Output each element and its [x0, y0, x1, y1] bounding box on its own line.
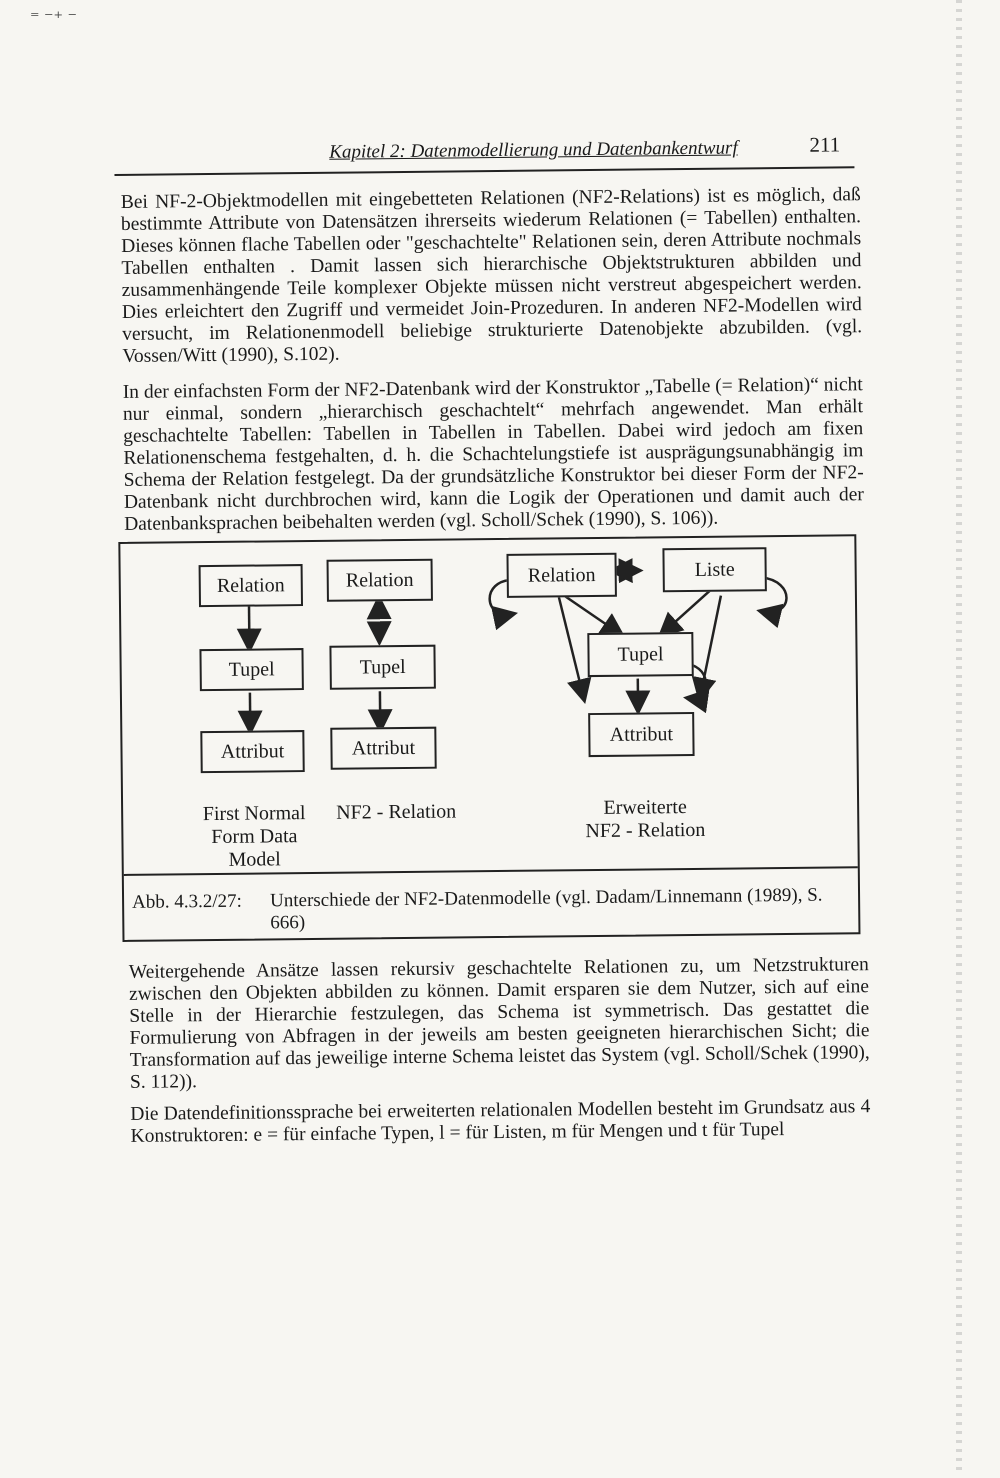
m3-attribut-box: Attribut — [588, 712, 694, 757]
m3-label-line-2: NF2 - Relation — [555, 819, 735, 844]
m2-tupel-box: Tupel — [329, 645, 435, 690]
m1-label-line-1: First Normal — [189, 802, 319, 826]
paragraph-3: Weitergehende Ansätze lassen rekursiv geschachtelte Relationen zu, um Netzstrukturen zwischen den Objekten abbilden zu können. Damit ersparen sie dem Nutzer, sich auf eine Stelle in der Hierarchie festzulegen, das Schema ist symmetrisch. Das gestattet die Formulierung von Abfragen in der jeweils am besten geeigneten hierarchischen Sicht; die Transformation auf das jeweilige interne Schema leistet das System (vgl. Scholl/Schek (1990), S. 112)). — [129, 954, 870, 1094]
paragraph-4: Die Datendefinitionssprache bei erweiterten relationalen Modellen besteht im Grundsatz aus 4 Konstruktoren: e = für einfache Typen, l = für Listen, m für Mengen und t für Tupel — [130, 1096, 870, 1148]
scan-marks: ⁼ ⁻⁺ ⁻ — [30, 8, 77, 29]
m2-attribut-box: Attribut — [330, 727, 436, 770]
m2-label — [321, 800, 471, 825]
figure-caption — [124, 866, 859, 942]
paragraph-2: In der einfachsten Form der NF2-Datenbank wird der Konstruktor „Tabelle (= Relation)“ nicht nur einmal, sondern „hierarchisch geschachtelt“ mehrfach angewendet. Man erhält geschachtelte Tabellen: Tabellen in Tabellen in Tabellen. Dabei wird jedoch am fixen Relationenschema festgehalten, d. h. die Schachtelungstiefe ist ausprägungsunabhängig im Schema der Relation festgelegt. Da der grundsätzliche Konstruktor bei dieser Form der NF2-Datenbank nicht durchbrochen wird, kann die Logik der Operationen und damit auch der Datenbanksprachen beibehalten werden (vgl. Scholl/Schek (1990), S. 106)). — [123, 374, 865, 536]
page-number: 211 — [809, 132, 840, 157]
caption-text: Unterschiede der NF2-Datenmodelle (vgl. Dadam/Linnemann (1989), S. 666) — [270, 884, 850, 934]
m1-label-line-2: Form Data — [189, 825, 319, 849]
m1-relation-box: Relation — [199, 564, 303, 607]
m1-label — [189, 802, 320, 872]
m1-label-line-3: Model — [190, 848, 320, 872]
page-header — [114, 130, 854, 176]
chapter-title: Kapitel 2: Datenmodellierung und Datenbankentwurf — [329, 137, 738, 163]
m3-arrow-liste-tupel — [661, 590, 711, 635]
m3-arrow-liste-attribut — [699, 596, 722, 698]
m3-arrow-relation-attribut — [559, 597, 584, 699]
paragraph-1: Bei NF-2-Objektmodellen mit eingebetteten Relationen (NF2-Relations) ist es möglich, daß bestimmte Attribute von Datensätzen ihrerseits wiederum Relationen (= Tabellen) enthalten. Dieses können flache Tabellen oder "geschachtelte" Relationen sein, deren Attribute nochmals Tabellen enthalten . Damit lassen sich hierarchische Objektstrukturen abbilden und zusammenhängende Teile komplexer Objekte müssen nicht verstreut abgespeichert werden. Dies erleichtert den Zugriff und vermeidet Join-Prozeduren. In anderen NF2-Modellen wird versucht, im Relationenmodell beliebige strukturierte Datenobjekte abzubilden. (vgl. Vossen/Witt (1990), S.102). — [121, 184, 863, 368]
m2-relation-box: Relation — [327, 559, 433, 602]
m3-tupel-box: Tupel — [587, 632, 693, 677]
m3-relation-box: Relation — [506, 553, 616, 598]
m2-label-line-1: NF2 - Relation — [321, 800, 471, 825]
figure-nf2-models — [118, 534, 860, 942]
m3-label — [555, 796, 735, 844]
m3-liste-box: Liste — [662, 547, 766, 592]
caption-number: Abb. 4.3.2/27: — [132, 891, 242, 914]
m1-attribut-box: Attribut — [200, 730, 304, 773]
m1-tupel-box: Tupel — [199, 648, 303, 691]
m3-arrow-relation-tupel — [561, 593, 621, 636]
m3-label-line-1: Erweiterte — [555, 796, 735, 821]
